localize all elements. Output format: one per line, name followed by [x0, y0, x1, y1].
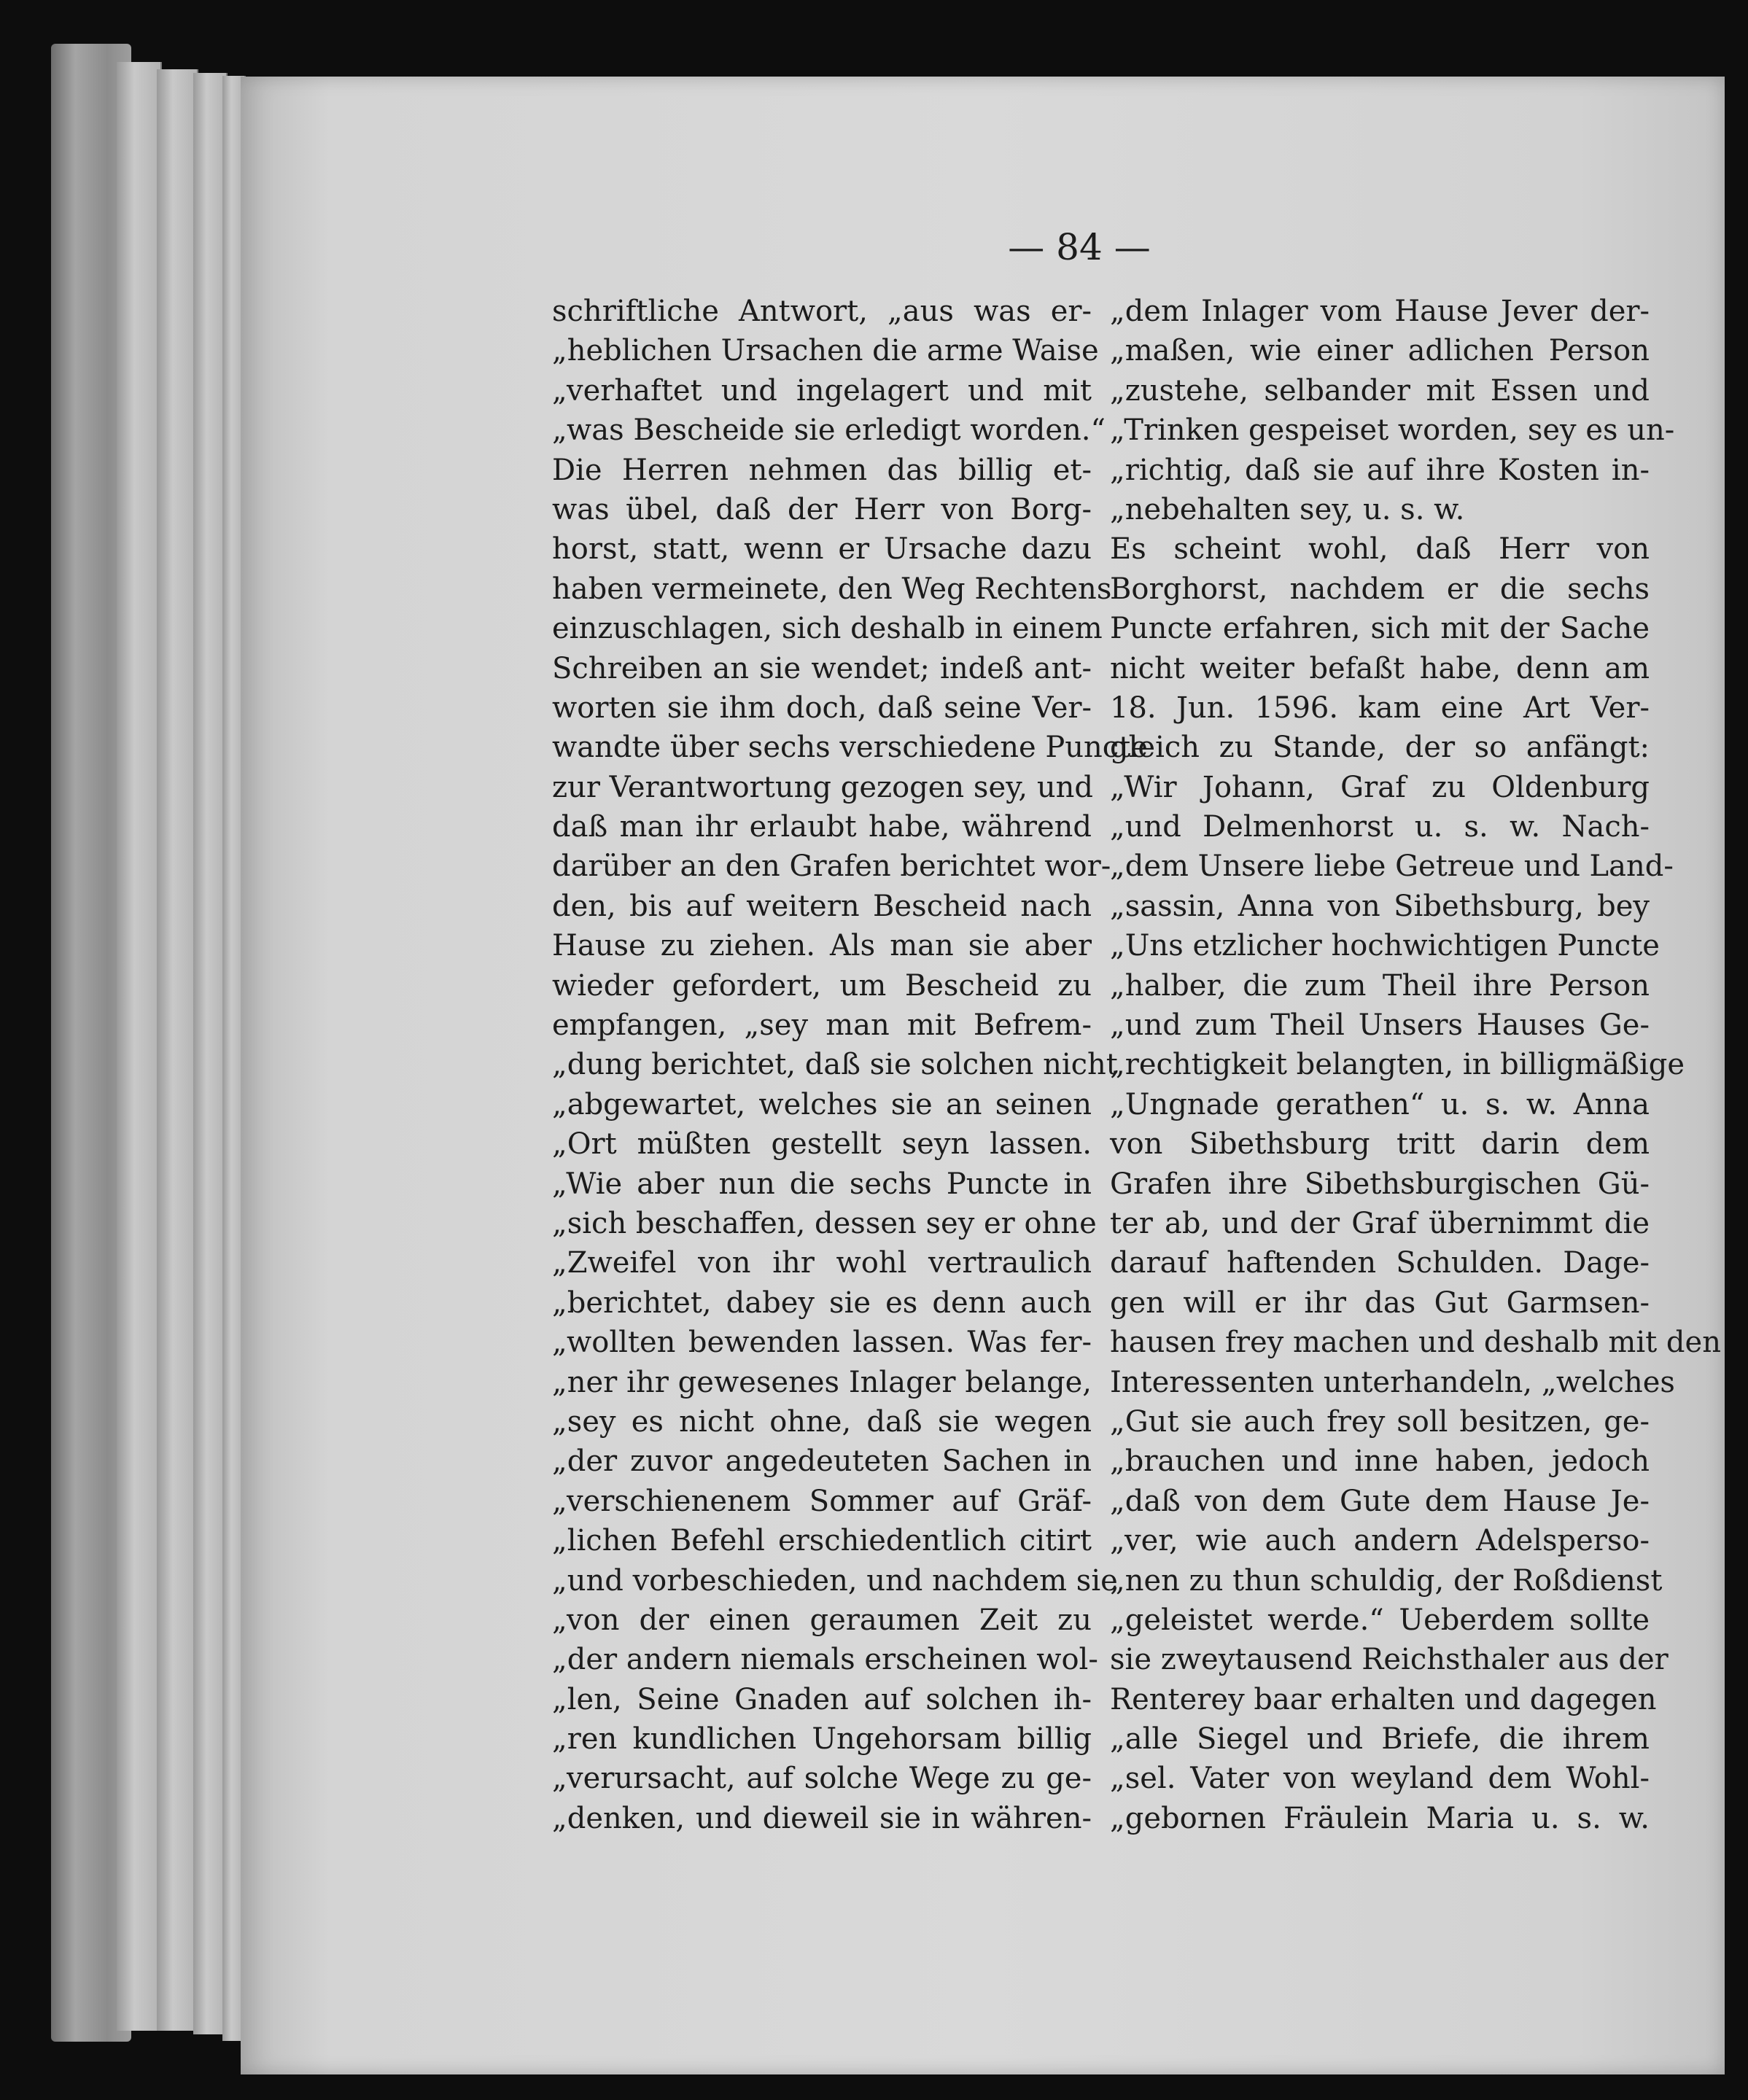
- text-line: gleich zu Stande, der so anfängt:: [1110, 731, 1650, 765]
- page-edge-2: [157, 69, 198, 2031]
- text-line: daß man ihr erlaubt habe, während: [552, 810, 1092, 844]
- text-line: was übel, daß der Herr von Borg-: [552, 492, 1092, 526]
- text-line: „berichtet, dabey sie es denn auch: [552, 1286, 1092, 1320]
- text-line: „ner ihr gewesenes Inlager belange,: [552, 1365, 1092, 1399]
- text-line: Grafen ihre Sibethsburgischen Gü-: [1110, 1167, 1650, 1201]
- text-line: „gebornen Fräulein Maria u. s. w.: [1110, 1801, 1650, 1835]
- text-column-right: [1110, 292, 1721, 1838]
- text-line: „Uns etzlicher hochwichtigen Puncte: [1110, 929, 1660, 963]
- text-line: „Trinken gespeiset worden, sey es un-: [1110, 413, 1675, 448]
- text-line: „nebehalten sey, u. s. w.: [1110, 492, 1465, 526]
- text-line: „alle Siegel und Briefe, die ihrem: [1110, 1722, 1650, 1757]
- text-line: „ver, wie auch andern Adelsperso-: [1110, 1524, 1650, 1558]
- text-line: „Ungnade gerathen“ u. s. w. Anna: [1110, 1087, 1650, 1121]
- text-line: „der andern niemals erscheinen wol-: [552, 1643, 1098, 1677]
- text-line: „len, Seine Gnaden auf solchen ih-: [552, 1682, 1092, 1716]
- text-line: „geleistet werde.“ Ueberdem sollte: [1110, 1603, 1650, 1637]
- text-line: ter ab, und der Graf übernimmt die: [1110, 1206, 1650, 1240]
- text-line: „sey es nicht ohne, daß sie wegen: [552, 1404, 1092, 1439]
- text-line: „maßen, wie einer adlichen Person: [1110, 334, 1650, 368]
- text-line: „verhaftet und ingelagert und mit: [552, 373, 1092, 408]
- text-line: „denken, und dieweil sie in währen-: [552, 1801, 1092, 1835]
- text-line: „sassin, Anna von Sibethsburg, bey: [1110, 889, 1650, 923]
- text-line: „und Delmenhorst u. s. w. Nach-: [1110, 810, 1650, 844]
- text-line: „und zum Theil Unsers Hauses Ge-: [1110, 1008, 1650, 1043]
- text-line: schriftliche Antwort, „aus was er-: [552, 295, 1092, 328]
- text-line: „sel. Vater von weyland dem Wohl-: [1110, 1762, 1650, 1796]
- text-line: von Sibethsburg tritt darin dem: [1110, 1127, 1650, 1162]
- text-line: „wollten bewenden lassen. Was fer-: [552, 1326, 1092, 1360]
- text-line: horst, statt, wenn er Ursache dazu: [552, 532, 1092, 567]
- text-line: „abgewartet, welches sie an seinen: [552, 1087, 1092, 1121]
- text-line: „Wie aber nun die sechs Puncte in: [552, 1167, 1092, 1201]
- text-line: Puncte erfahren, sich mit der Sache: [1110, 612, 1650, 646]
- text-line: „lichen Befehl erschiedentlich citirt: [552, 1524, 1092, 1558]
- text-line: „halber, die zum Theil ihre Person: [1110, 968, 1650, 1003]
- text-column-left: [552, 292, 1148, 1838]
- text-line: hausen frey machen und deshalb mit den: [1110, 1326, 1721, 1360]
- text-line: „nen zu thun schuldig, der Roßdienst: [1110, 1563, 1663, 1598]
- text-line: Schreiben an sie wendet; indeß ant-: [552, 651, 1092, 685]
- text-line: darüber an den Grafen berichtet wor-: [552, 849, 1111, 884]
- text-line: „von der einen geraumen Zeit zu: [552, 1603, 1092, 1637]
- text-line: „sich beschaffen, dessen sey er ohne: [552, 1206, 1097, 1240]
- text-line: Die Herren nehmen das billig et-: [552, 453, 1092, 487]
- text-line: nicht weiter befaßt habe, denn am: [1110, 651, 1650, 685]
- text-line: „ren kundlichen Ungehorsam billig: [552, 1722, 1092, 1757]
- page-number: — 84 —: [1008, 226, 1151, 268]
- text-line: Borghorst, nachdem er die sechs: [1110, 572, 1650, 606]
- text-line: „was Bescheide sie erledigt worden.“: [552, 413, 1106, 448]
- text-line: den, bis auf weitern Bescheid nach: [552, 889, 1092, 923]
- text-line: „daß von dem Gute dem Hause Je-: [1110, 1484, 1650, 1518]
- text-line: „rechtigkeit belangten, in billigmäßige: [1110, 1048, 1685, 1082]
- text-line: „der zuvor angedeuteten Sachen in: [552, 1444, 1092, 1479]
- text-line: „dem Unsere liebe Getreue und Land-: [1110, 849, 1674, 884]
- text-line: worten sie ihm doch, daß seine Ver-: [552, 691, 1092, 725]
- text-line: empfangen, „sey man mit Befrem-: [552, 1008, 1092, 1043]
- text-line: „Wir Johann, Graf zu Oldenburg: [1110, 770, 1650, 804]
- text-line: darauf haftenden Schulden. Dage-: [1110, 1246, 1650, 1280]
- text-line: „heblichen Ursachen die arme Waise: [552, 334, 1099, 368]
- text-line: „Gut sie auch frey soll besitzen, ge-: [1110, 1404, 1650, 1439]
- text-line: „zustehe, selbander mit Essen und: [1110, 373, 1650, 408]
- text-line: wandte über sechs verschiedene Puncte: [552, 731, 1148, 765]
- text-line: haben vermeinete, den Weg Rechtens: [552, 572, 1112, 606]
- text-line: gen will er ihr das Gut Garmsen-: [1110, 1286, 1650, 1320]
- text-line: Interessenten unterhandeln, „welches: [1110, 1365, 1675, 1399]
- text-line: „und vorbeschieden, und nachdem sie: [552, 1563, 1118, 1598]
- text-line: „richtig, daß sie auf ihre Kosten in-: [1110, 453, 1650, 487]
- text-line: „Ort müßten gestellt seyn lassen.: [552, 1127, 1092, 1162]
- text-line: „Zweifel von ihr wohl vertraulich: [552, 1246, 1092, 1280]
- text-line: „verschienenem Sommer auf Gräf-: [552, 1484, 1092, 1518]
- text-line: sie zweytausend Reichsthaler aus der: [1110, 1643, 1669, 1677]
- text-line: „verursacht, auf solche Wege zu ge-: [552, 1762, 1092, 1796]
- text-line: 18. Jun. 1596. kam eine Art Ver-: [1110, 691, 1650, 725]
- text-line: „dung berichtet, daß sie solchen nicht: [552, 1048, 1118, 1082]
- text-line: einzuschlagen, sich deshalb in einem: [552, 612, 1103, 646]
- text-line: „dem Inlager vom Hause Jever der-: [1110, 295, 1650, 328]
- text-line: wieder gefordert, um Bescheid zu: [552, 968, 1092, 1003]
- text-line: Hause zu ziehen. Als man sie aber: [552, 929, 1092, 963]
- text-line: Es scheint wohl, daß Herr von: [1110, 532, 1650, 567]
- page-edge-1: [117, 62, 162, 2031]
- text-line: „brauchen und inne haben, jedoch: [1110, 1444, 1650, 1479]
- text-line: Renterey baar erhalten und dagegen: [1110, 1682, 1657, 1716]
- text-line: zur Verantwortung gezogen sey, und: [552, 770, 1093, 804]
